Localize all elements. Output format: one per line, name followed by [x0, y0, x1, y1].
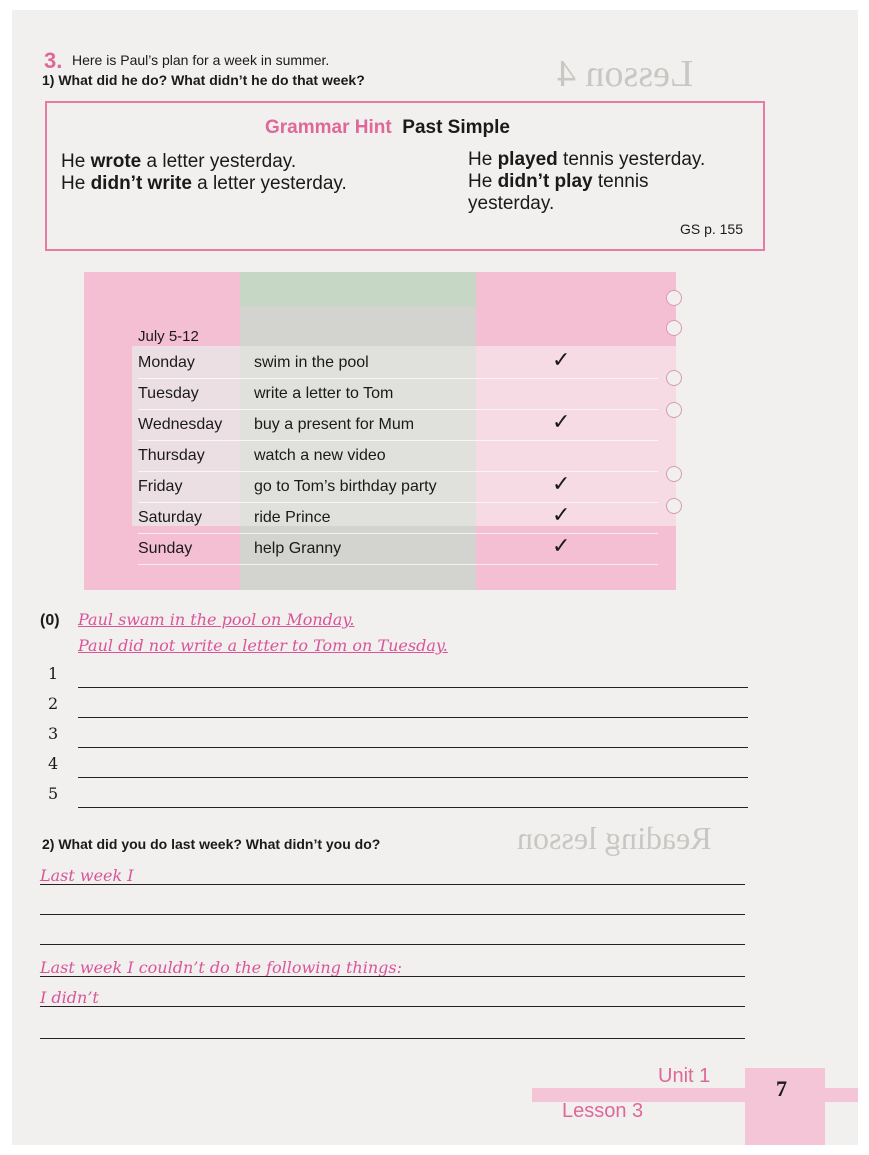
planner-task: swim in the pool [254, 354, 369, 371]
check-mark-icon: ✓ [552, 472, 571, 497]
planner-task: go to Tom’s birthday party [254, 478, 437, 495]
planner-day: Wednesday [138, 416, 223, 433]
writing-line[interactable] [40, 884, 745, 885]
planner-task: watch a new video [254, 447, 386, 464]
bleed-through-lesson-heading: Lesson 4 [557, 53, 694, 95]
planner-day: Friday [138, 478, 183, 495]
example-answer-1: Paul swam in the pool on Monday. [78, 610, 355, 629]
line-number: 1 [48, 664, 59, 683]
grammar-example-left [61, 151, 347, 195]
hint-bold-verb: played [497, 149, 558, 170]
numbered-answer-line[interactable] [48, 784, 748, 808]
hint-text: yesterday. [468, 193, 555, 214]
planner-task: help Granny [254, 540, 342, 557]
planner-task: buy a present for Mum [254, 416, 415, 433]
example-answer-2: Paul did not write a letter to Tom on Tuesday. [78, 636, 448, 655]
planner-middle-header [240, 272, 476, 306]
planner-day: Saturday [138, 509, 203, 526]
weekly-planner [84, 272, 694, 590]
planner-day: Thursday [138, 447, 205, 464]
planner-row [138, 410, 658, 441]
binder-hole [666, 320, 682, 336]
line-number: 3 [48, 724, 59, 743]
planner-task: ride Prince [254, 509, 331, 526]
handwritten-couldnt: Last week I couldn’t do the following things: [40, 958, 402, 977]
check-mark-icon: ✓ [552, 534, 571, 559]
numbered-answer-line[interactable] [48, 664, 748, 688]
writing-line[interactable] [78, 807, 748, 808]
planner-row [138, 472, 658, 503]
numbered-answer-line[interactable] [48, 724, 748, 748]
writing-line[interactable] [78, 687, 748, 688]
binder-hole [666, 498, 682, 514]
writing-line[interactable] [40, 1038, 745, 1039]
hint-bold-verb: didn’t play [497, 171, 593, 192]
planner-row-rule [138, 564, 658, 565]
hint-text: He [468, 149, 498, 170]
line-number: 5 [48, 784, 59, 803]
grammar-example-right [468, 149, 705, 215]
grammar-hint-topic: Past Simple [402, 117, 510, 138]
workbook-page [12, 10, 858, 1145]
planner-day: Monday [138, 354, 195, 371]
binder-hole [666, 466, 682, 482]
writing-line[interactable] [40, 914, 745, 915]
hint-text: He [61, 173, 91, 194]
planner-day: Tuesday [138, 385, 199, 402]
planner-task: write a letter to Tom [254, 385, 394, 402]
hint-bold-verb: didn’t write [90, 173, 192, 194]
writing-line[interactable] [40, 976, 745, 977]
planner-row [138, 534, 658, 565]
hint-text: tennis yesterday. [557, 149, 706, 170]
check-mark-icon: ✓ [552, 503, 571, 528]
hint-bold-verb: wrote [90, 151, 142, 172]
grammar-hint-label: Grammar Hint [265, 117, 392, 138]
writing-line[interactable] [40, 944, 745, 945]
writing-line[interactable] [40, 1006, 745, 1007]
planner-date: July 5-12 [138, 328, 199, 345]
hint-text: a letter yesterday. [141, 151, 297, 172]
grammar-hint-box [45, 101, 765, 251]
writing-line[interactable] [78, 777, 748, 778]
hint-text: He [468, 171, 498, 192]
writing-line[interactable] [78, 747, 748, 748]
check-mark-icon: ✓ [552, 348, 571, 373]
planner-row [138, 379, 658, 410]
bleed-through-reading-heading: Reading lesson [517, 820, 712, 856]
exercise-title: Here is Paul’s plan for a week in summer. [72, 52, 330, 68]
footer-unit: Unit 1 [658, 1065, 711, 1087]
question-1: 1) What did he do? What didn’t he do that week? [42, 72, 365, 88]
page-number: 7 [776, 1076, 787, 1101]
hint-text: a letter yesterday. [191, 173, 347, 194]
planner-row [138, 348, 658, 379]
binder-hole [666, 290, 682, 306]
planner-day: Sunday [138, 540, 193, 557]
line-number: 2 [48, 694, 59, 713]
handwritten-didnt: I didn’t [40, 988, 99, 1007]
line-number: 4 [48, 754, 59, 773]
check-mark-icon: ✓ [552, 410, 571, 435]
hint-text: He [61, 151, 91, 172]
grammar-hint-heading [265, 117, 510, 139]
binder-hole [666, 370, 682, 386]
binder-hole [666, 402, 682, 418]
planner-row [138, 503, 658, 534]
planner-row [138, 441, 658, 472]
grammar-reference: GS p. 155 [679, 221, 743, 237]
writing-line[interactable] [78, 717, 748, 718]
example-label: (0) [40, 612, 60, 629]
footer-lesson: Lesson 3 [562, 1100, 644, 1122]
numbered-answer-line[interactable] [48, 694, 748, 718]
handwritten-last-week: Last week I [40, 866, 134, 885]
exercise-number: 3. [44, 48, 63, 73]
question-2: 2) What did you do last week? What didn’t you do? [42, 836, 381, 852]
hint-text: tennis [592, 171, 649, 192]
numbered-answer-line[interactable] [48, 754, 748, 778]
